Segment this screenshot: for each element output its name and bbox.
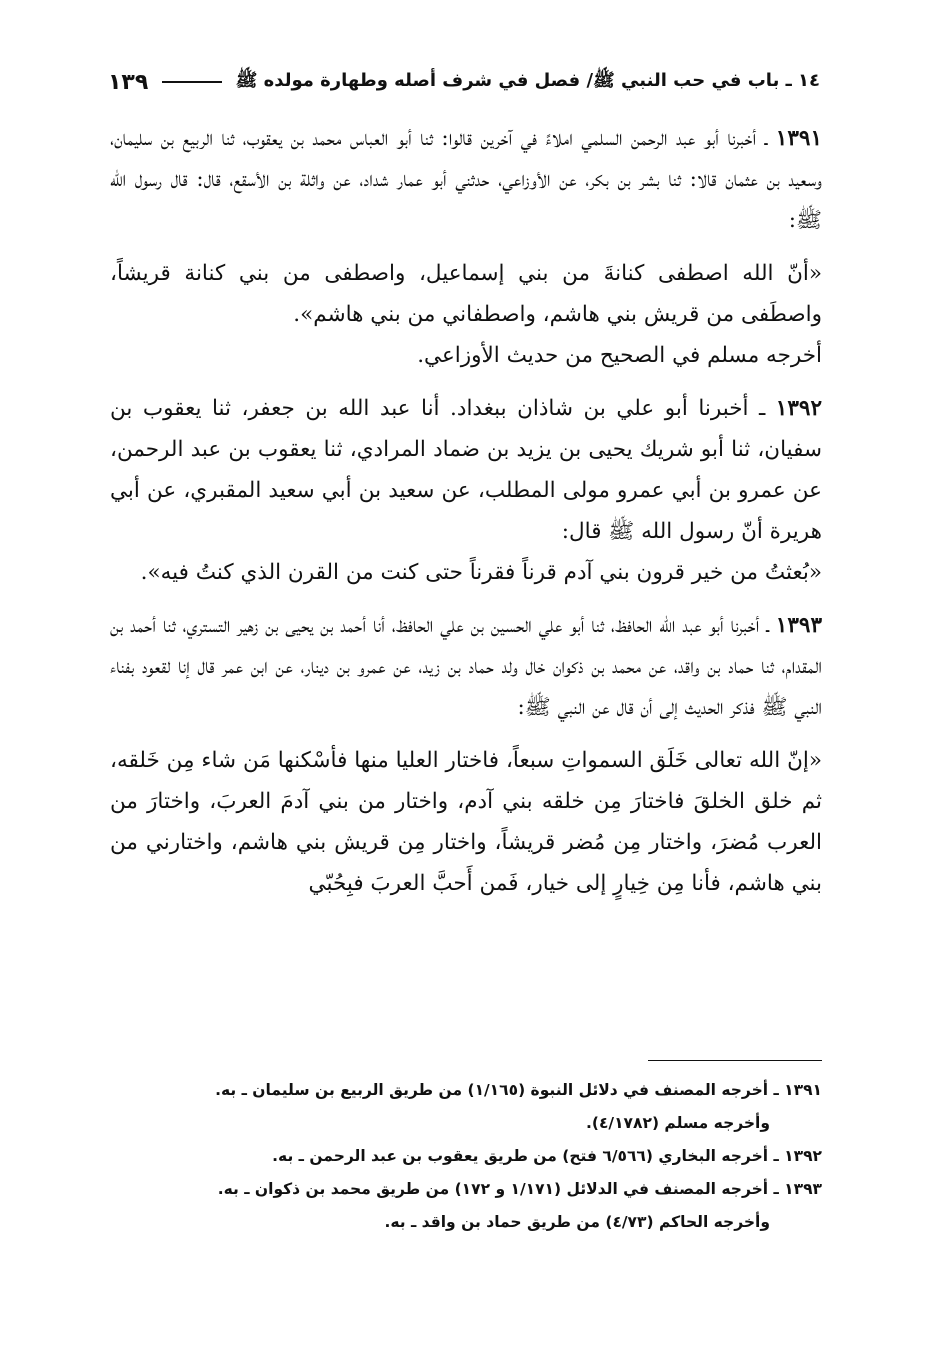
hadith-text: ـ أخبرنا أبو علي بن شاذان ببغداد. أنا عبد الله بن جعفر، ثنا يعقوب بن سفيان، ثنا أبو شريك يحيى بن يزيد بن ضماد المرادي، ثنا يعقوب بن عبد الرحمن، عن عمرو بن أبي عمرو مولى المطلب، عن سعيد بن أبي سعيد المقبري، عن أبي هريرة أنّ رسول الله ﷺ قال: <box>110 396 822 544</box>
hadith-text: أخرجه مسلم في الصحيح من حديث الأوزاعي. <box>417 343 822 368</box>
hadith-number: ١٣٩٢ <box>775 396 822 421</box>
hadith-text: «أنّ الله اصطفى كنانةَ من بني إسماعيل، واصطفى من بني كنانة قريشاً، واصطَفى من قريش بني هاشم، واصطفاني من بني هاشم». <box>110 261 822 327</box>
hadith-quote <box>110 740 822 904</box>
footnote: ١٣٩٣ ـ أخرجه المصنف في الدلائل (١/١٧١ و ١٧٢) من طريق محمد بن ذكوان ـ به. <box>217 1180 822 1198</box>
hadith-quote <box>110 552 822 593</box>
hadith-text: ـ أخبرنا أبو عبد الرحمن السلمي املاءً في آخرين قالوا: ثنا أبو العباس محمد بن يعقوب، ثنا الربيع بن سليمان، وسعيد بن عثمان قالا: ثنا بشر بن بكر، عن الأوزاعي، حدثني أبو عمار شداد، عن واثلة بن الأسقع، قال: قال رسول الله ﷺ: <box>110 126 822 233</box>
hadith-quote <box>110 253 822 335</box>
footnote: ١٣٩١ ـ أخرجه المصنف في دلائل النبوة (١/١٦٥) من طريق الربيع بن سليمان ـ به. <box>215 1081 822 1099</box>
hadith-paragraph <box>110 605 822 728</box>
footnote: وأخرجه مسلم (٤/١٧٨٢). <box>585 1114 770 1132</box>
hadith-text: ـ أخبرنا أبو عبد الله الحافظ، ثنا أبو علي الحسين بن علي الحافظ، أنا أحمد بن يحيى بن زهير التستري، ثنا أحمد بن المقدام، ثنا حماد بن واقد، عن محمد بن ذكوان خال ولد حماد بن زيد، عن عمرو بن دينار، عن ابن عمر قال إنا لقعود بفناء النبي ﷺ فذكر الحديث إلى أن قال عن النبي ﷺ: <box>110 613 822 720</box>
running-header <box>108 62 820 102</box>
page-number: ١٣٩ <box>108 69 149 95</box>
chapter-title: ١٤ ـ باب في حب النبي ﷺ/ فصل في شرف أصله وطهارة مولده ﷺ <box>235 70 820 91</box>
hadith-number: ١٣٩٣ <box>775 613 822 638</box>
footnotes <box>180 1074 822 1239</box>
footnote: ١٣٩٢ ـ أخرجه البخاري (٦/٥٦٦ فتح) من طريق يعقوب بن عبد الرحمن ـ به. <box>272 1147 822 1165</box>
hadith-text: «بُعثتُ من خير قرون بني آدم قرناً فقرناً حتى كنت من القرن الذي كنتُ فيه». <box>140 560 822 585</box>
takhrij-note <box>110 335 822 376</box>
hadith-text: «إنّ الله تعالى خَلَق السمواتِ سبعاً، فاختار العليا منها فأسْكنها مَن شاء مِن خَلقه، ثم خلق الخلقَ فاختارَ مِن خلقه بني آدم، واختار من بني آدمَ العربَ، واختارَ من العرب مُضرَ، واختار مِن مُضر قريشاً، واختار مِن قريش بني هاشم، واختارني من بني هاشم، فأنا مِن خِيارٍ إلى خيار، فَمن أَحبَّ العربَ فبِحُبّي <box>110 748 822 896</box>
header-divider <box>162 81 221 83</box>
footnote-divider <box>648 1060 822 1061</box>
main-text <box>110 118 822 904</box>
hadith-paragraph <box>110 118 822 241</box>
footnote: وأخرجه الحاكم (٤/٧٣) من طريق حماد بن واقد ـ به. <box>384 1213 770 1231</box>
hadith-paragraph <box>110 388 822 552</box>
hadith-number: ١٣٩١ <box>775 126 822 151</box>
